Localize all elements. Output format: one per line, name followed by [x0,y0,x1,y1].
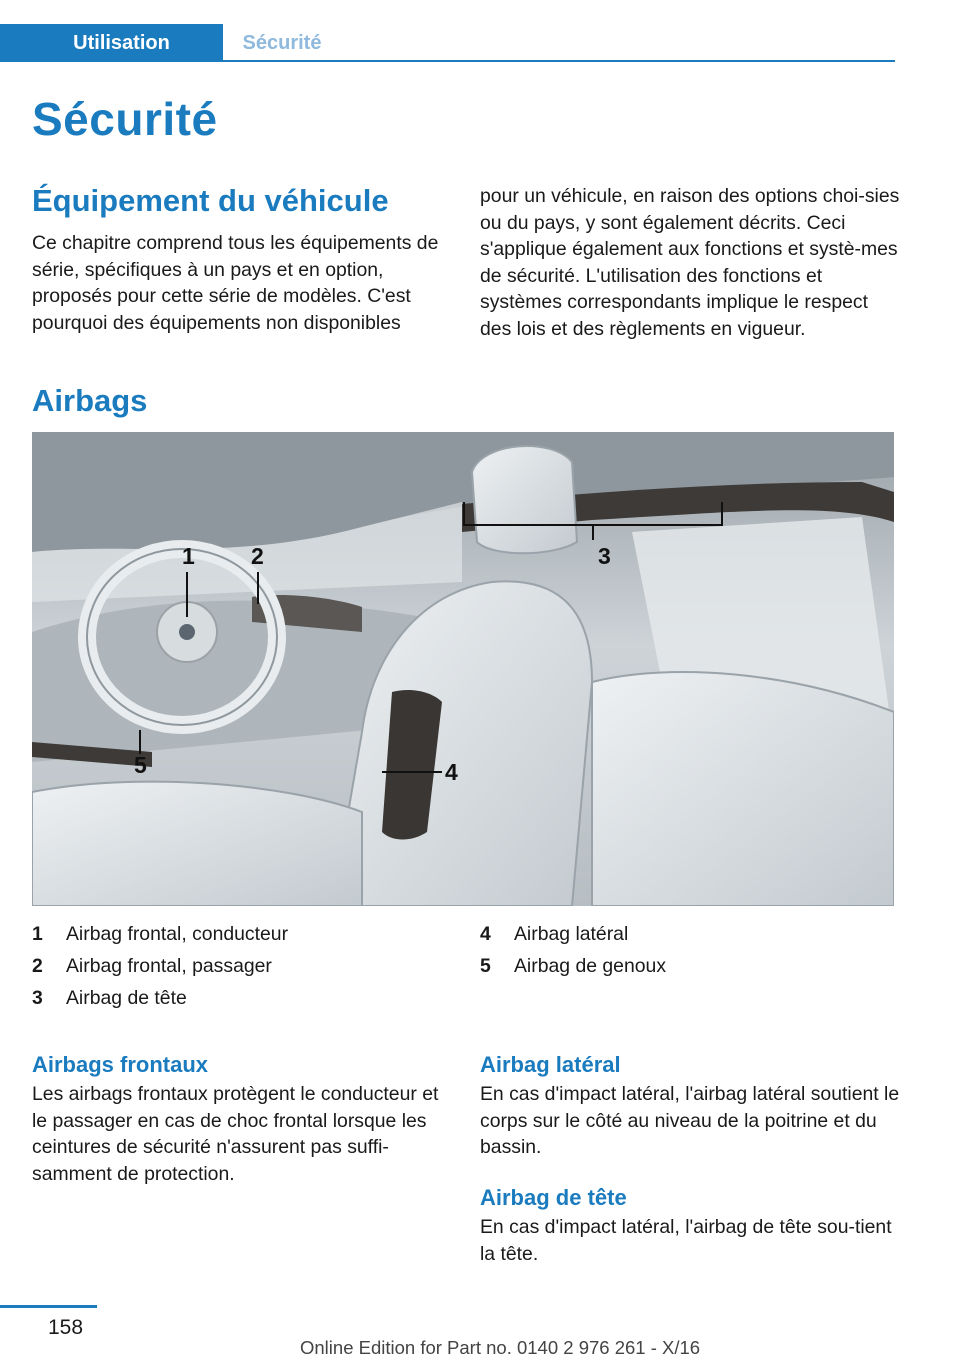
car-interior-drawing [32,432,894,906]
callout-1: 1 [182,543,195,569]
callout-3: 3 [598,543,611,569]
subsection-title-frontaux: Airbags frontaux [32,1052,209,1077]
callout-5: 5 [134,752,147,778]
legend-item [480,950,666,982]
legend-number: 2 [32,955,43,977]
legend-label: Airbag frontal, conducteur [66,923,289,945]
tab-securite[interactable]: Sécurité [242,31,322,54]
equipement-paragraph-left: Ce chapitre comprend tous les équipements de série, spécifiques à un pays et en option, proposés pour cette série de modèles. C'est pourquoi des équipements non disponibles [32,232,439,334]
legend-item [32,950,288,982]
legend-label: Airbag latéral [514,923,629,945]
section-title-airbags: Airbags [32,383,148,418]
subsection-text-lateral: En cas d'impact latéral, l'airbag latéral soutient le corps sur le côté au niveau de la poitrine et du bassin. [480,1083,900,1158]
edition-footer: Online Edition for Part no. 0140 2 976 261 - X/16 [300,1337,701,1358]
subsection-text-tete: En cas d'impact latéral, l'airbag de tête sou‐tient la tête. [480,1216,892,1265]
legend-item [480,918,666,950]
legend-number: 1 [32,923,43,945]
section-title-equipement: Équipement du véhicule [32,183,389,218]
equipement-text-left [32,230,452,336]
legend-label: Airbag de genoux [514,955,667,977]
airbag-legend-left [32,918,288,1014]
callout-2: 2 [251,543,264,569]
legend-item [32,982,288,1014]
airbag-illustration [32,432,894,906]
legend-label: Airbag de tête [66,987,187,1009]
subsection-title-lateral: Airbag latéral [480,1052,621,1077]
airbag-legend-right [480,918,666,982]
subsection-title-tete: Airbag de tête [480,1185,627,1210]
callout-4: 4 [445,759,458,785]
legend-number: 5 [480,955,491,977]
footer-rule [0,1305,97,1308]
equipement-paragraph-right: pour un véhicule, en raison des options choi‐sies ou du pays, y sont également décrits. Ceci s'applique également aux fonctions et systè‐mes de sécurité. L'utilisation des fonctions et systèmes correspondants implique le respect des lois et des règlements en vigueur. [480,185,900,340]
legend-item [32,918,288,950]
equipement-text-right [480,183,900,342]
page-title: Sécurité [32,93,218,145]
legend-number: 4 [480,923,491,945]
legend-number: 3 [32,987,43,1009]
subsection-text-frontaux: Les airbags frontaux protègent le conducteur et le passager en cas de choc frontal lorsque les ceintures de sécurité n'assurent pas suffi‐samment de protection. [32,1083,439,1185]
legend-label: Airbag frontal, passager [66,955,272,977]
tab-utilisation[interactable]: Utilisation [0,24,223,62]
page-number: 158 [48,1316,84,1339]
